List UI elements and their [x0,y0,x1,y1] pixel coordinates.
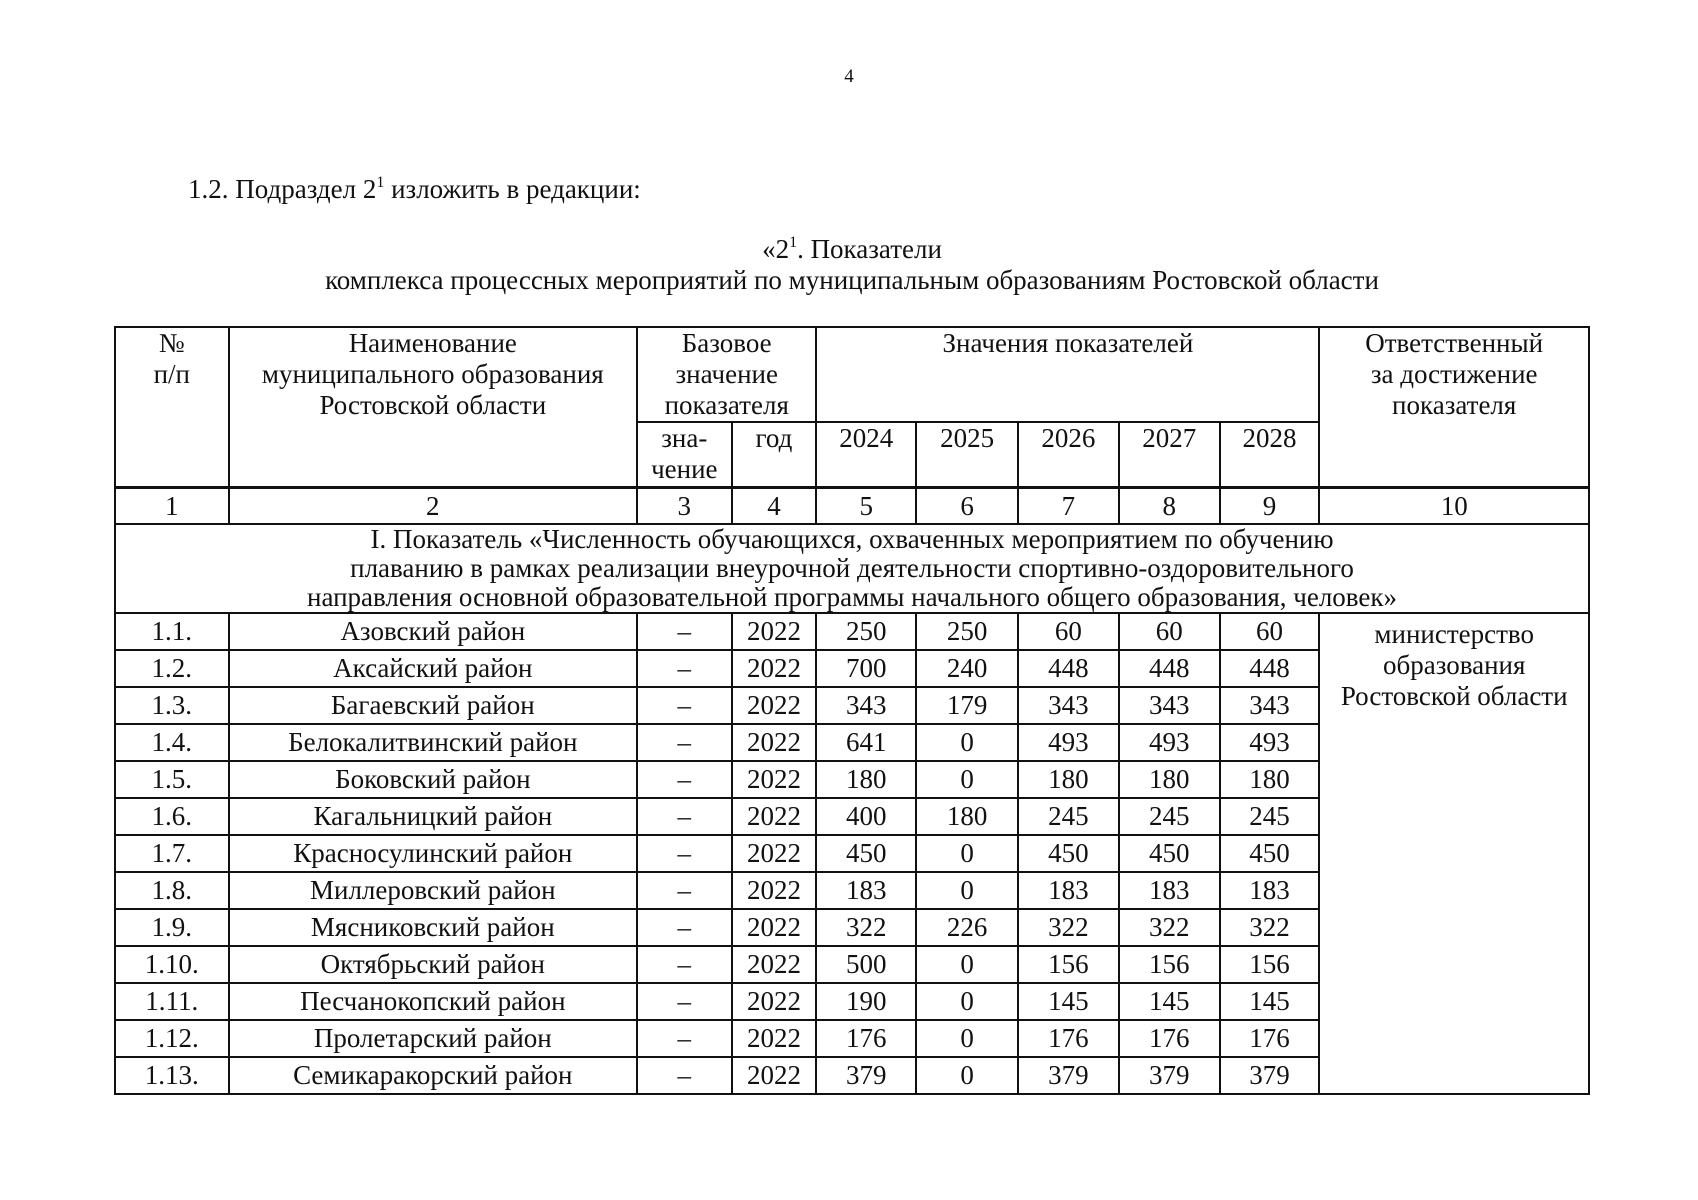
header-year-2026: 2026 [1018,422,1119,487]
value-2026: 322 [1018,909,1119,946]
column-number: 3 [637,487,731,524]
header-name-line: муниципального образования [261,359,604,389]
value-2024: 343 [816,687,916,724]
section-title [115,524,1589,613]
base-year: 2022 [732,761,817,798]
value-2027: 493 [1119,724,1220,761]
district-name: Кагальницкий район [229,798,638,835]
district-name: Багаевский район [229,687,638,724]
row-number: 1.5. [115,761,229,798]
base-year: 2022 [732,650,817,687]
base-year: 2022 [732,798,817,835]
section-title-line: I. Показатель «Численность обучающихся, охваченных мероприятием по обучению [370,523,1334,554]
base-year: 2022 [732,909,817,946]
value-2028: 156 [1220,946,1320,983]
value-2025: 0 [916,946,1018,983]
column-number: 2 [229,487,638,524]
intro-prefix: 1.2. Подраздел 2 [188,174,377,204]
header-base-value-line: чение [651,454,718,484]
base-value: – [637,650,731,687]
value-2027: 343 [1119,687,1220,724]
value-2026: 60 [1018,613,1119,650]
row-number: 1.7. [115,835,229,872]
value-2028: 183 [1220,872,1320,909]
value-2027: 183 [1119,872,1220,909]
district-name: Боковский район [229,761,638,798]
value-2025: 0 [916,872,1018,909]
district-name: Семикаракорский район [229,1057,638,1094]
header-base-year: год [732,422,817,487]
responsible-line: образования [1382,649,1526,680]
caption-prefix: «2 [762,234,790,264]
header-name-line: Наименование [348,328,517,358]
base-year: 2022 [732,946,817,983]
value-2028: 60 [1220,613,1320,650]
column-number: 10 [1319,487,1589,524]
value-2027: 180 [1119,761,1220,798]
column-number: 6 [916,487,1018,524]
district-name: Азовский район [229,613,638,650]
value-2028: 448 [1220,650,1320,687]
table-body [115,613,1589,1094]
value-2026: 245 [1018,798,1119,835]
value-2024: 700 [816,650,916,687]
district-name: Аксайский район [229,650,638,687]
value-2028: 176 [1220,1020,1320,1057]
responsible-line: Ростовской области [1340,680,1568,711]
value-2025: 180 [916,798,1018,835]
header-name-line: Ростовской области [319,390,547,420]
value-2026: 379 [1018,1057,1119,1094]
base-year: 2022 [732,1057,817,1094]
district-name: Октябрьский район [229,946,638,983]
base-value: – [637,946,731,983]
base-year: 2022 [732,1020,817,1057]
header-year-2027: 2027 [1119,422,1220,487]
responsible-cell [1319,613,1589,1094]
section-row [115,524,1589,613]
value-2028: 245 [1220,798,1320,835]
district-name: Песчанокопский район [229,983,638,1020]
column-number: 7 [1018,487,1119,524]
base-year: 2022 [732,613,817,650]
value-2026: 450 [1018,835,1119,872]
value-2024: 183 [816,872,916,909]
value-2025: 0 [916,835,1018,872]
value-2027: 448 [1119,650,1220,687]
district-name: Мясниковский район [229,909,638,946]
caption-superscript: 1 [789,234,798,251]
base-value: – [637,798,731,835]
column-number: 9 [1220,487,1320,524]
value-2025: 0 [916,983,1018,1020]
header-num-line: п/п [153,359,190,389]
row-number: 1.1. [115,613,229,650]
section-title-line: направления основной образовательной программы начального общего образования, человек» [307,581,1397,612]
header-base-line: показателя [664,390,789,420]
base-year: 2022 [732,724,817,761]
base-value: – [637,761,731,798]
value-2026: 493 [1018,724,1119,761]
value-2025: 179 [916,687,1018,724]
row-number: 1.11. [115,983,229,1020]
district-name: Красносулинский район [229,835,638,872]
header-base-value [637,422,731,487]
row-number: 1.12. [115,1020,229,1057]
header-base-value-line: зна- [661,423,708,453]
row-number: 1.8. [115,872,229,909]
table-row [115,613,1589,650]
value-2028: 493 [1220,724,1320,761]
column-number: 1 [115,487,229,524]
page-number: 4 [844,66,854,87]
value-2026: 156 [1018,946,1119,983]
value-2025: 0 [916,1057,1018,1094]
value-2025: 250 [916,613,1018,650]
value-2026: 183 [1018,872,1119,909]
value-2028: 322 [1220,909,1320,946]
value-2027: 450 [1119,835,1220,872]
base-value: – [637,1020,731,1057]
header-year-2028: 2028 [1220,422,1320,487]
row-number: 1.3. [115,687,229,724]
value-2027: 60 [1119,613,1220,650]
row-number: 1.6. [115,798,229,835]
value-2025: 0 [916,1020,1018,1057]
header-base [637,327,816,422]
base-value: – [637,1057,731,1094]
base-value: – [637,909,731,946]
row-number: 1.10. [115,946,229,983]
column-number: 5 [816,487,916,524]
value-2026: 180 [1018,761,1119,798]
indicators-table [114,326,1590,1095]
district-name: Белокалитвинский район [229,724,638,761]
value-2027: 176 [1119,1020,1220,1057]
base-value: – [637,613,731,650]
value-2028: 145 [1220,983,1320,1020]
row-number: 1.9. [115,909,229,946]
intro-suffix: изложить в редакции: [384,174,641,204]
value-2024: 176 [816,1020,916,1057]
district-name: Пролетарский район [229,1020,638,1057]
value-2028: 180 [1220,761,1320,798]
value-2024: 322 [816,909,916,946]
base-value: – [637,835,731,872]
base-year: 2022 [732,835,817,872]
header-num-line: № [158,328,185,358]
column-number: 8 [1119,487,1220,524]
row-number: 1.4. [115,724,229,761]
base-year: 2022 [732,872,817,909]
base-year: 2022 [732,687,817,724]
table-caption [114,234,1590,296]
caption-line-1 [114,234,1590,265]
value-2024: 500 [816,946,916,983]
header-resp-line: Ответственный [1365,328,1544,358]
column-numbers-row [115,487,1589,524]
header-year-2025: 2025 [916,422,1018,487]
caption-suffix: . Показатели [797,234,942,264]
value-2024: 641 [816,724,916,761]
header-responsible [1319,327,1589,487]
value-2026: 145 [1018,983,1119,1020]
header-year-2024: 2024 [816,422,916,487]
value-2024: 250 [816,613,916,650]
value-2028: 450 [1220,835,1320,872]
row-number: 1.2. [115,650,229,687]
value-2025: 226 [916,909,1018,946]
value-2028: 343 [1220,687,1320,724]
value-2024: 180 [816,761,916,798]
base-value: – [637,687,731,724]
row-number: 1.13. [115,1057,229,1094]
value-2026: 343 [1018,687,1119,724]
value-2024: 450 [816,835,916,872]
value-2024: 400 [816,798,916,835]
column-number: 4 [732,487,817,524]
value-2027: 322 [1119,909,1220,946]
responsible-line: министерство [1374,618,1534,649]
value-2025: 0 [916,724,1018,761]
value-2027: 245 [1119,798,1220,835]
header-values: Значения показателей [816,327,1319,422]
value-2024: 190 [816,983,916,1020]
value-2027: 379 [1119,1057,1220,1094]
header-base-line: Базовое [681,328,772,358]
value-2026: 176 [1018,1020,1119,1057]
intro-paragraph [188,174,641,205]
base-value: – [637,983,731,1020]
value-2025: 240 [916,650,1018,687]
value-2026: 448 [1018,650,1119,687]
intro-superscript: 1 [376,174,385,191]
value-2024: 379 [816,1057,916,1094]
value-2027: 145 [1119,983,1220,1020]
header-base-line: значение [675,359,778,389]
header-num [115,327,229,487]
caption-line-2: комплекса процессных мероприятий по муниципальным образованиям Ростовской области [325,265,1379,295]
base-value: – [637,724,731,761]
header-resp-line: за достижение [1370,359,1538,389]
district-name: Миллеровский район [229,872,638,909]
section-title-line: плаванию в рамках реализации внеурочной деятельности спортивно-оздоровительного [350,552,1354,583]
header-name [229,327,638,487]
value-2025: 0 [916,761,1018,798]
value-2027: 156 [1119,946,1220,983]
base-year: 2022 [732,983,817,1020]
base-value: – [637,872,731,909]
value-2028: 379 [1220,1057,1320,1094]
header-resp-line: показателя [1392,390,1517,420]
